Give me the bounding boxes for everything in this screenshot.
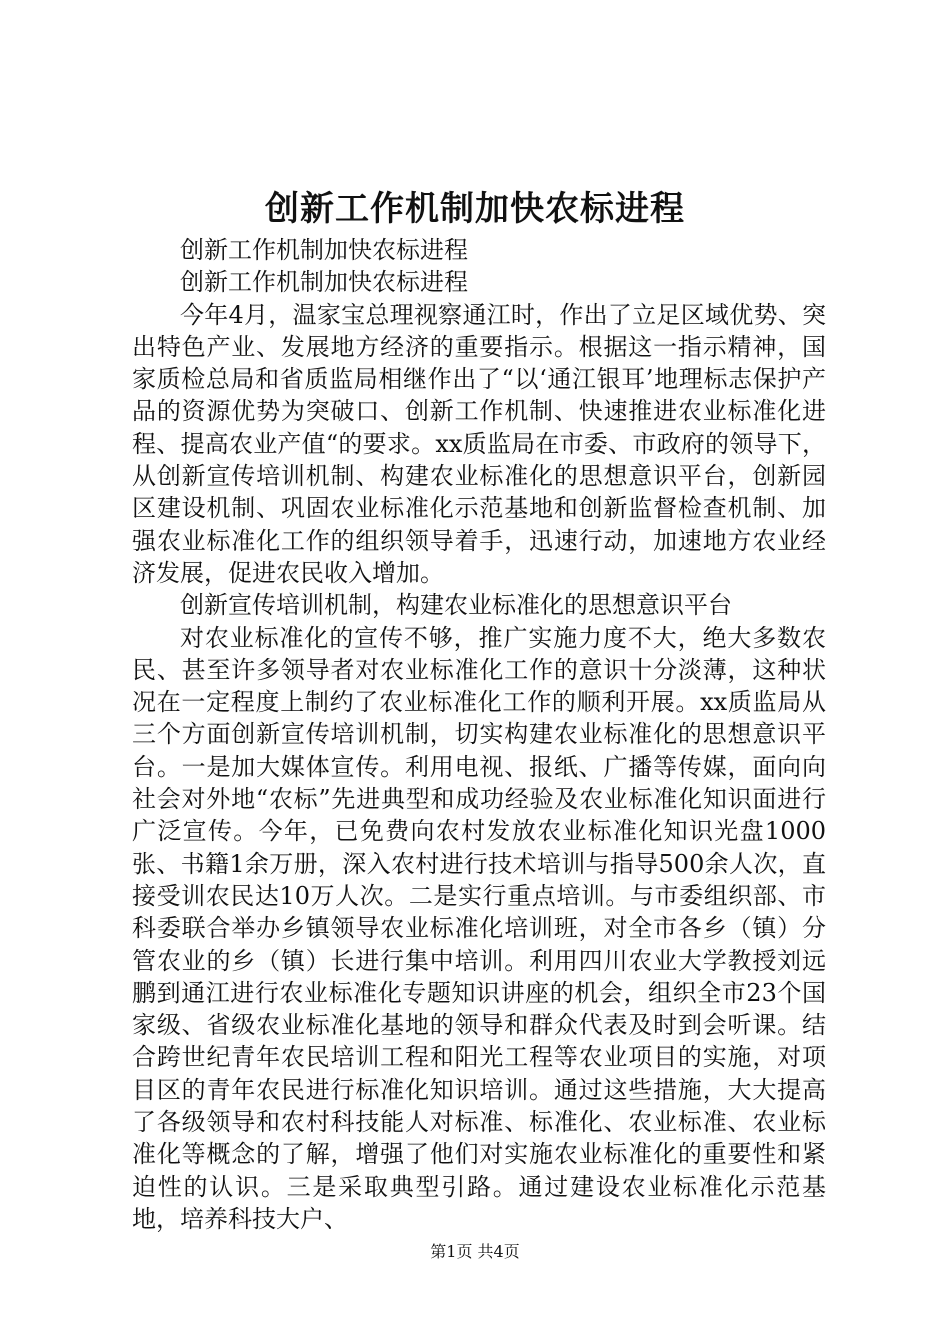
paragraph-subtitle-2: 创新工作机制加快农标进程	[180, 268, 468, 297]
paragraph-subtitle-1: 创新工作机制加快农标进程	[180, 236, 468, 264]
document-body	[132, 234, 826, 1235]
section-heading: 创新宣传培训机制，构建农业标准化的思想意识平台	[180, 591, 732, 620]
document-title: 创新工作机制加快农标进程	[265, 189, 685, 229]
page-footer: 第1页 共4页	[430, 1242, 520, 1261]
paragraph-intro: 今年4月，温家宝总理视察通江时，作出了立足区域优势、突出特色产业、发展地方经济的重要指示。根据这一指示精神，国家质检总局和省质监局相继作出了“以‘通江银耳’地理标志保护产品的资源优势为突破口、创新工作机制、快速推进农业标准化进程、提高农业产值“的要求。xx质监局在市委、市政府的领导下，从创新宣传培训机制、构建农业标准化的思想意识平台，创新园区建设机制、巩固农业标准化示范基地和创新监督检查机制、加强农业标准化工作的组织领导着手，迅速行动，加速地方农业经济发展，促进农民收入增加。	[132, 300, 826, 587]
paragraph-section-body: 对农业标准化的宣传不够，推广实施力度不大，绝大多数农民、甚至许多领导者对农业标准化工作的意识十分淡薄，这种状况在一定程度上制约了农业标准化工作的顺利开展。xx质监局从三个方面创新宣传培训机制，切实构建农业标准化的思想意识平台。一是加大媒体宣传。利用电视、报纸、广播等传媒，面向向社会对外地“农标”先进典型和成功经验及农业标准化知识面进行广泛宣传。今年，已免费向农村发放农业标准化知识光盘1000张、书籍1余万册，深入农村进行技术培训与指导500余人次，直接受训农民达10万人次。二是实行重点培训。与市委组织部、市科委联合举办乡镇领导农业标准化培训班，对全市各乡（镇）分管农业的乡（镇）长进行集中培训。利用四川农业大学教授刘远鹏到通江进行农业标准化专题知识讲座的机会，组织全市23个国家级、省级农业标准化基地的领导和群众代表及时到会听课。结合跨世纪青年农民培训工程和阳光工程等农业项目的实施，对项目区的青年农民进行标准化知识培训。通过这些措施，大大提高了各级领导和农村科技能人对标准、标准化、农业标准、农业标准化等概念的了解，增强了他们对实施农业标准化的重要性和紧迫性的认识。三是采取典型引路。通过建设农业标准化示范基地，培养科技大户、	[132, 623, 826, 1233]
